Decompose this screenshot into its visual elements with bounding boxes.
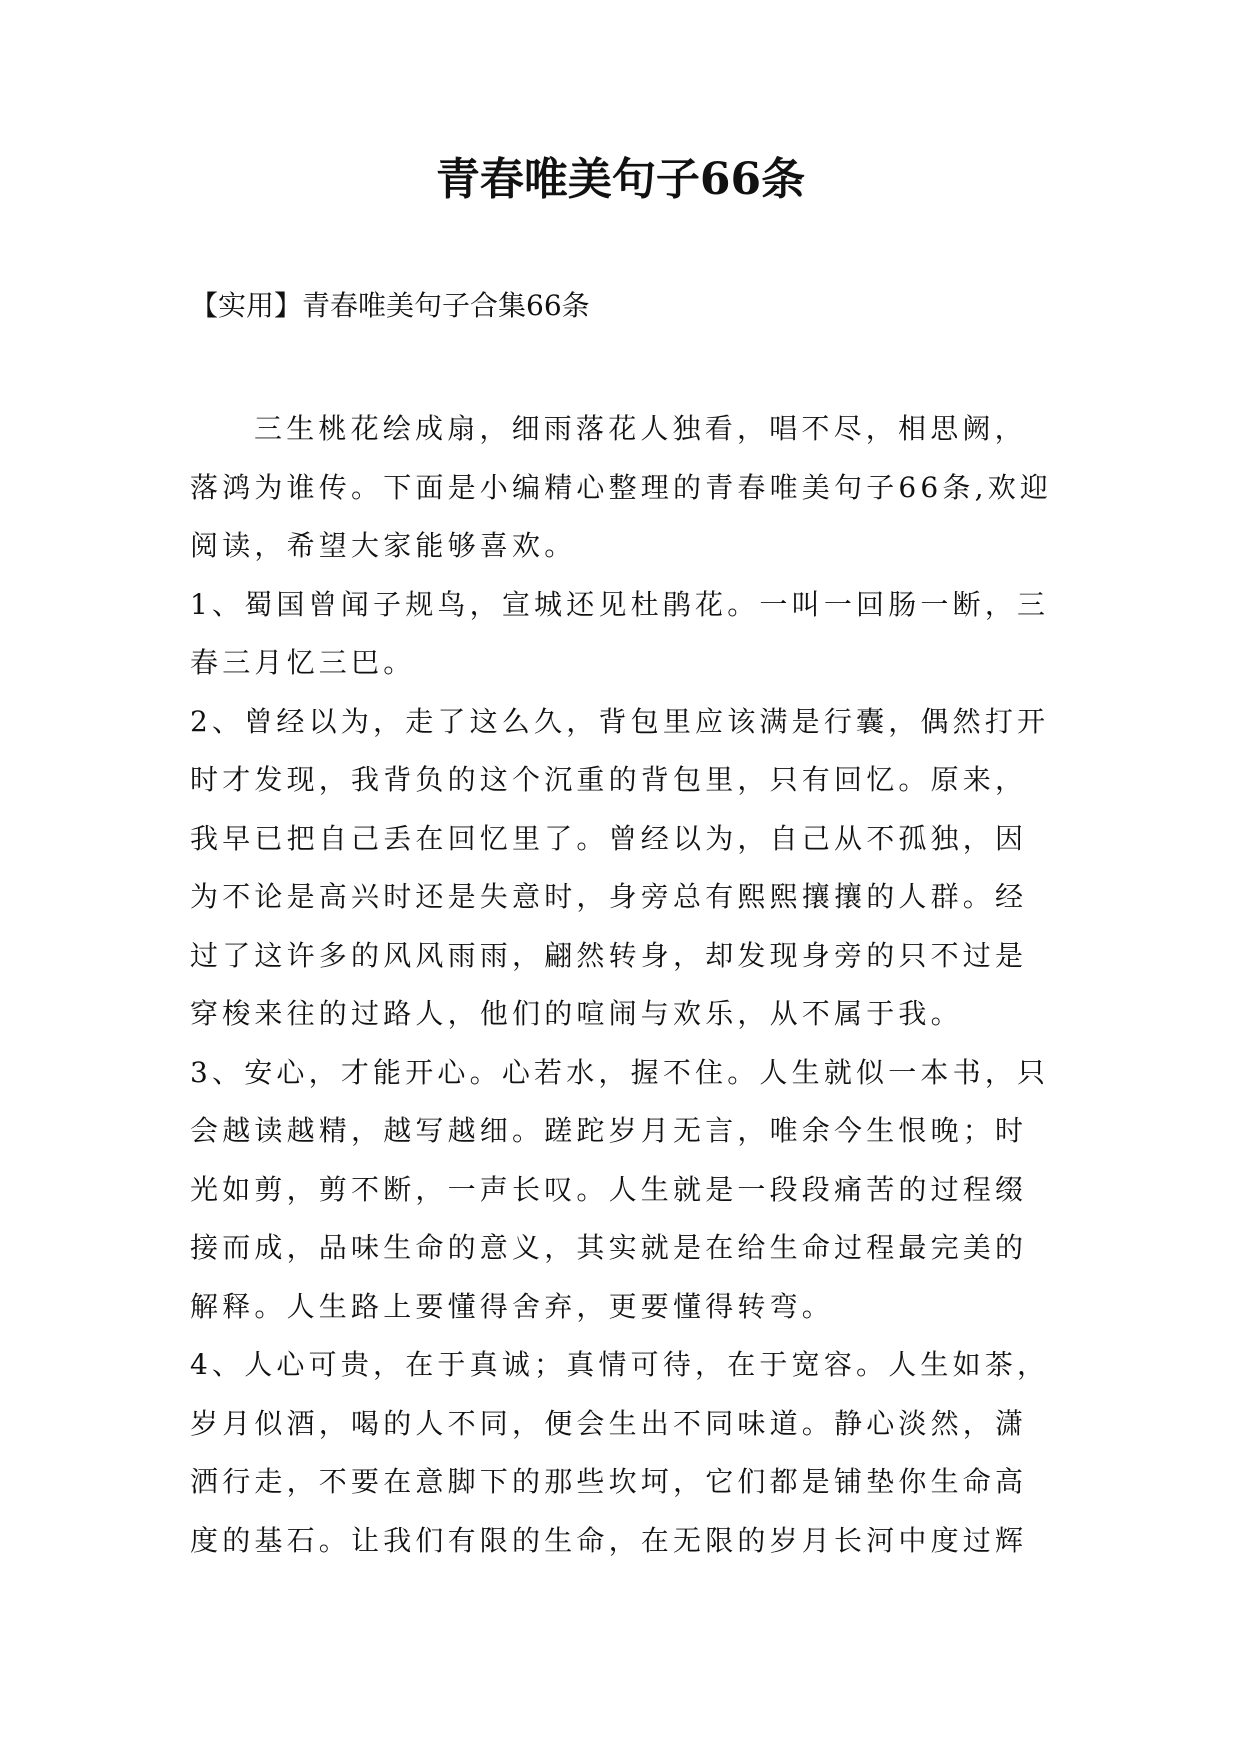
list-item: 2、曾经以为，走了这么久，背包里应该满是行囊，偶然打开时才发现，我背负的这个沉重的背包里，只有回忆。原来，我早已把自己丢在回忆里了。曾经以为，自己从不孤独，因为不论是高兴时还是失意时，身旁总有熙熙攘攘的人群。经过了这许多的风风雨雨，翩然转身，却发现身旁的只不过是穿梭来往的过路人，他们的喧闹与欢乐，从不属于我。 — [190, 704, 1050, 1030]
list-item: 3、安心，才能开心。心若水，握不住。人生就似一本书，只会越读越精，越写越细。蹉跎岁月无言，唯余今生恨晚；时光如剪，剪不断，一声长叹。人生就是一段段痛苦的过程缀接而成，品味生命的意义，其实就是在给生命过程最完美的解释。人生路上要懂得舍弃，更要懂得转弯。 — [190, 1055, 1050, 1323]
document-body — [190, 400, 1058, 1570]
list-item: 4、人心可贵，在于真诚；真情可待，在于宽容。人生如茶，岁月似酒，喝的人不同，便会生出不同味道。静心淡然，潇洒行走，不要在意脚下的那些坎坷，它们都是铺垫你生命高度的基石。让我们有限的生命，在无限的岁月长河中度过辉 — [190, 1348, 1050, 1557]
document-title: 青春唯美句子66条 — [435, 154, 806, 205]
document-subtitle: 【实用】青春唯美句子合集66条 — [190, 289, 590, 322]
list-item: 1、蜀国曾闻子规鸟，宣城还见杜鹃花。一叫一回肠一断，三春三月忆三巴。 — [190, 587, 1050, 679]
intro-paragraph: 三生桃花绘成扇，细雨落花人独看，唱不尽，相思阙，落鸿为谁传。下面是小编精心整理的青春唯美句子66条,欢迎阅读，希望大家能够喜欢。 — [190, 412, 1053, 562]
